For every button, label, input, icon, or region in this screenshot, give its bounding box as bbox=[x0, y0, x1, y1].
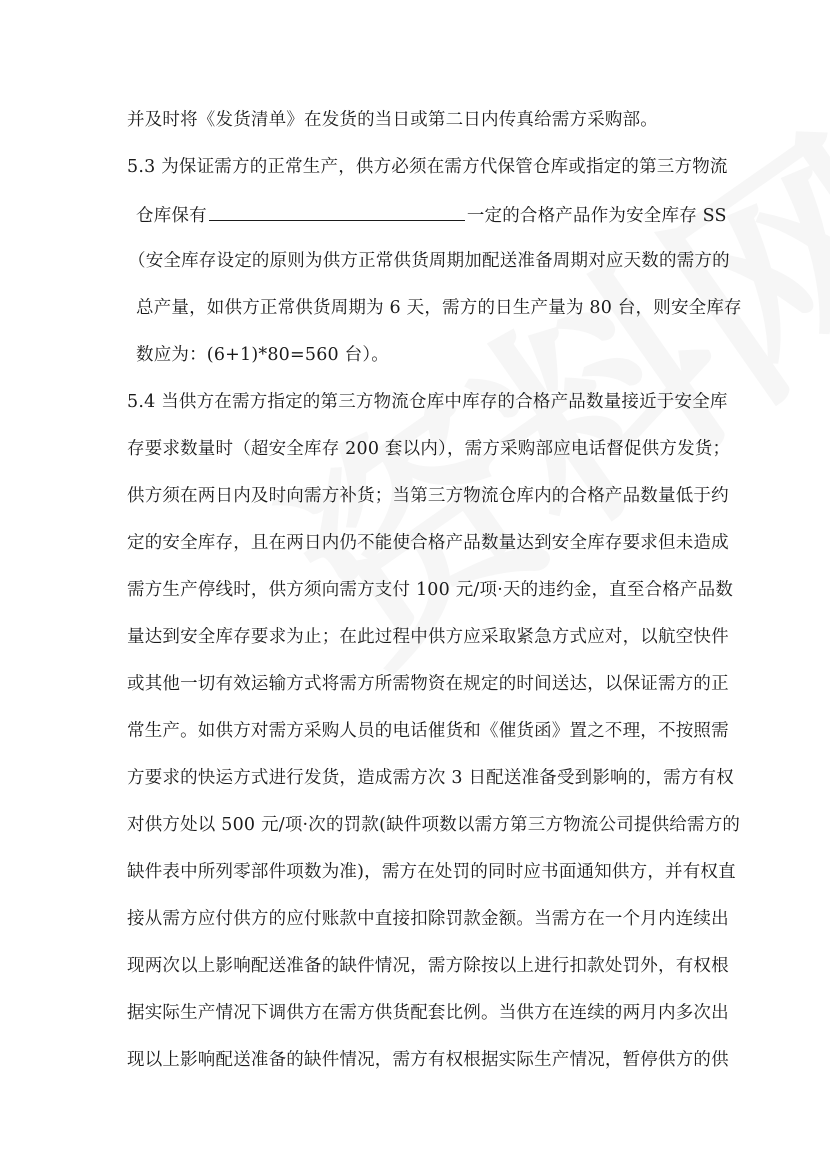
text-line: 存要求数量时（超安全库存 200 套以内），需方采购部应电话督促供方发货； bbox=[127, 439, 731, 459]
text-line: （安全库存设定的原则为供方正常供货周期加配送准备周期对应天数的需方的 bbox=[128, 251, 730, 271]
text-fragment: 仓库保有 bbox=[136, 206, 207, 226]
text-line: 定的安全库存，且在两日内仍不能使合格产品数量达到安全库存要求但未造成 bbox=[127, 533, 729, 553]
text-line: 数应为：(6+1)*80=560 台）。 bbox=[136, 345, 389, 365]
text-line: 需方生产停线时，供方须向需方支付 100 元/项·天的违约金，直至合格产品数 bbox=[127, 580, 734, 600]
text-line: 供方须在两日内及时向需方补货；当第三方物流仓库内的合格产品数量低于约 bbox=[127, 486, 729, 506]
text-line: 或其他一切有效运输方式将需方所需物资在规定的时间送达，以保证需方的正 bbox=[127, 674, 729, 694]
text-line bbox=[136, 202, 727, 228]
clause-5-4-heading: 5.4 当供方在需方指定的第三方物流仓库中库存的合格产品数量接近于安全库 bbox=[127, 392, 728, 412]
fill-in-blank[interactable] bbox=[209, 202, 465, 221]
text-line: 据实际生产情况下调供方在需方供货配套比例。当供方在连续的两月内多次出 bbox=[127, 1003, 729, 1023]
watermark bbox=[217, 52, 830, 719]
text-line: 现两次以上影响配送准备的缺件情况，需方除按以上进行扣款处罚外，有权根 bbox=[127, 956, 729, 976]
text-line: 现以上影响配送准备的缺件情况，需方有权根据实际生产情况，暂停供方的供 bbox=[127, 1050, 729, 1070]
text-line: 方要求的快运方式进行发货，造成需方次 3 日配送准备受到影响的，需方有权 bbox=[127, 768, 734, 788]
text-line: 接从需方应付供方的应付账款中直接扣除罚款金额。当需方在一个月内连续出 bbox=[127, 909, 729, 929]
text-line: 缺件表中所列零部件项数为准)，需方在处罚的同时应书面通知供方，并有权直 bbox=[127, 862, 736, 882]
clause-5-3-heading: 5.3 为保证需方的正常生产，供方必须在需方代保管仓库或指定的第三方物流 bbox=[127, 157, 728, 177]
text-line: 对供方处以 500 元/项·次的罚款(缺件项数以需方第三方物流公司提供给需方的 bbox=[127, 815, 741, 835]
text-line: 并及时将《发货清单》在发货的当日或第二日内传真给需方采购部。 bbox=[127, 110, 658, 130]
text-line: 量达到安全库存要求为止；在此过程中供方应采取紧急方式应对，以航空快件 bbox=[127, 627, 729, 647]
text-fragment: 一定的合格产品作为安全库存 SS bbox=[466, 206, 727, 226]
text-line: 常生产。如供方对需方采购人员的电话催货和《催货函》置之不理，不按照需 bbox=[127, 721, 729, 741]
text-line: 总产量，如供方正常供货周期为 6 天，需方的日生产量为 80 台，则安全库存 bbox=[136, 298, 742, 318]
